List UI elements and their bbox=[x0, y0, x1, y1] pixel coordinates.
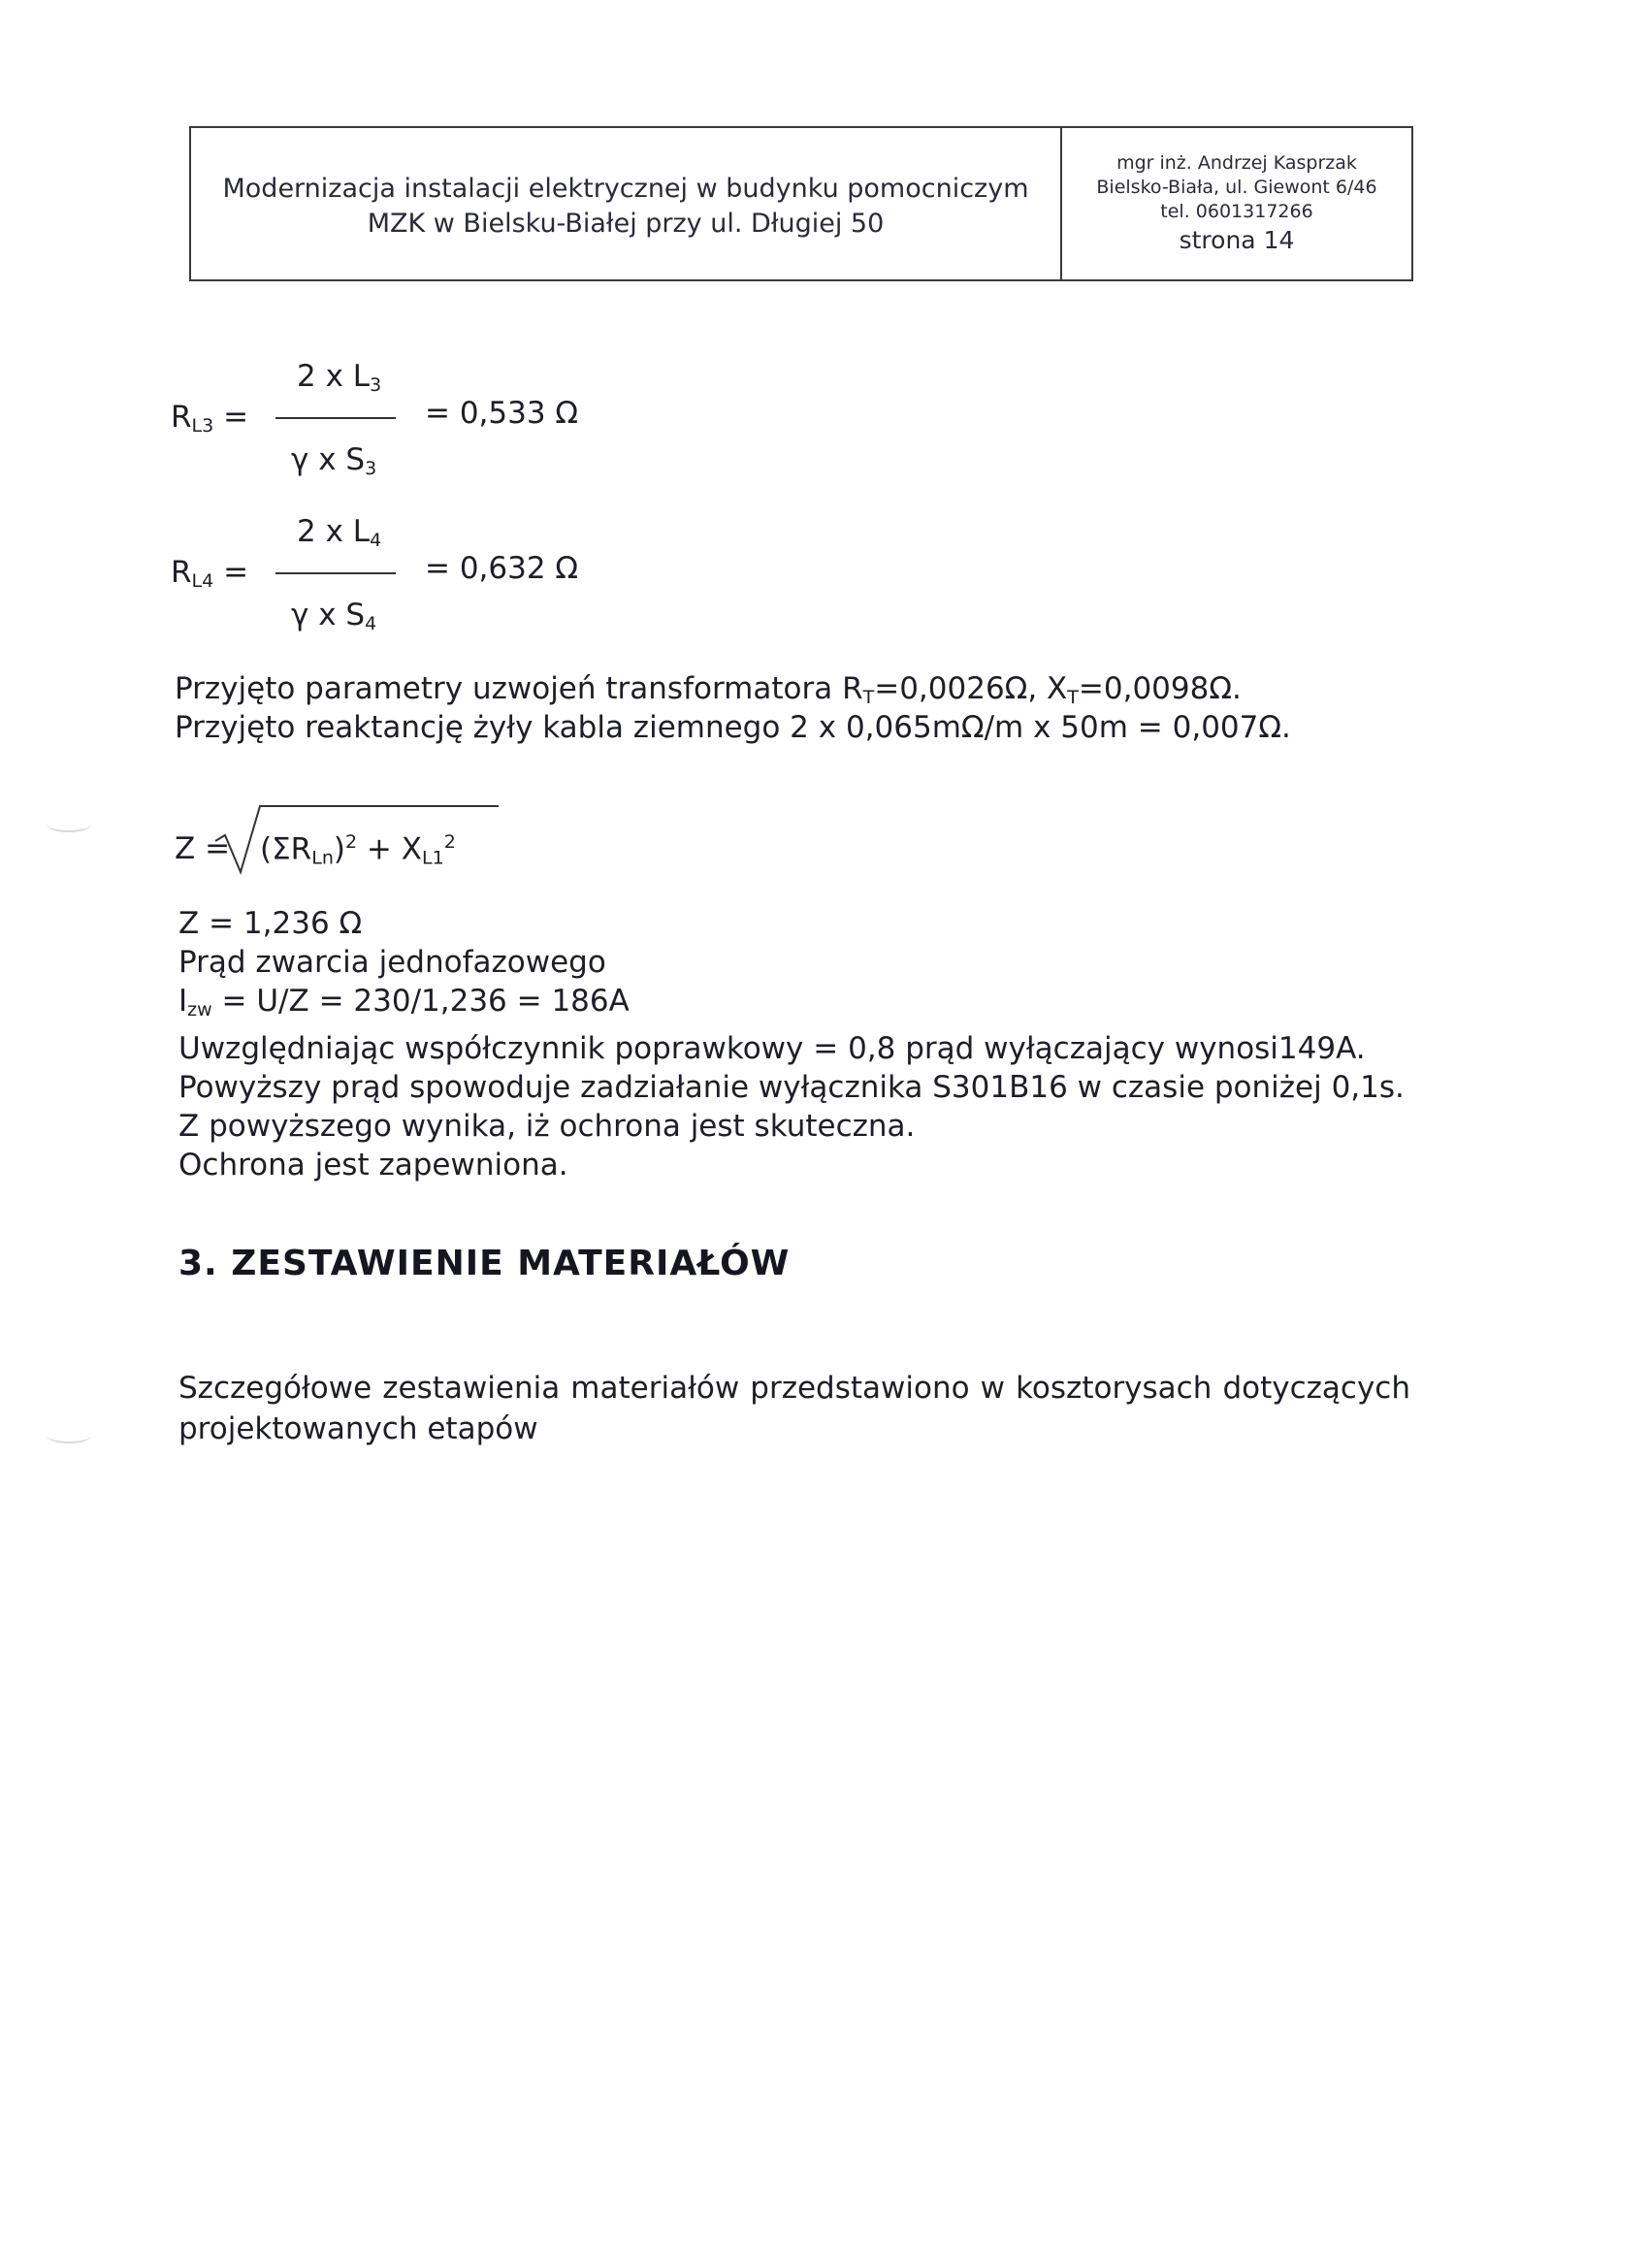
rl3-lhs: $R_{L3}$ = bbox=[171, 400, 249, 437]
author-name: mgr inż. Andrzej Kasprzak bbox=[1116, 151, 1357, 174]
impedance-formula bbox=[175, 800, 504, 878]
correction-factor-line: Uwzględniając współczynnik poprawkowy = 0,8 prąd wyłączający wynosi149A. bbox=[178, 1031, 1366, 1066]
results-block bbox=[178, 904, 1405, 1184]
scan-punch-mark bbox=[47, 817, 91, 832]
author-phone: tel. 0601317266 bbox=[1160, 200, 1313, 222]
rl4-lhs: $R_{L4}$ = bbox=[171, 555, 249, 592]
impedance-value: Z = 1,236 Ω bbox=[178, 906, 363, 941]
short-circuit-current: $I_{zw} = U/Z = 230/1,236 = 186A$ bbox=[178, 984, 630, 1021]
project-title-cell bbox=[191, 128, 1062, 279]
assumption-cable: Przyjęto reaktancję żyły kabla ziemnego 2 x 0,065mΩ/m x 50m = 0,007Ω. bbox=[175, 710, 1291, 745]
rl3-numerator: 2 x $L_3$ bbox=[297, 359, 382, 396]
breaker-line: Powyższy prąd spowoduje zadziałanie wyłącznika S301B16 w czasie poniżej 0,1s. bbox=[178, 1070, 1405, 1105]
rl4-denominator: γ x $S_4$ bbox=[291, 598, 377, 634]
impedance-lhs: Z = bbox=[175, 831, 231, 866]
page-number: strona 14 bbox=[1179, 225, 1295, 254]
rl4-numerator: 2 x $L_4$ bbox=[297, 514, 382, 551]
document-header bbox=[189, 126, 1413, 281]
author-address: Bielsko-Biała, ul. Giewont 6/46 bbox=[1096, 176, 1377, 198]
protection-line: Ochrona jest zapewniona. bbox=[178, 1148, 568, 1183]
author-cell bbox=[1062, 128, 1411, 279]
rl3-fraction-bar bbox=[275, 417, 396, 419]
section-body-text: Szczegółowe zestawienia materiałów przedstawiono w kosztorysach dotyczących projektowanych etapów bbox=[178, 1371, 1410, 1446]
rl3-denominator: γ x $S_3$ bbox=[291, 442, 377, 479]
project-title-line2: MZK w Bielsku-Białej przy ul. Długiej 50 bbox=[367, 209, 885, 239]
short-circuit-title: Prąd zwarcia jednofazowego bbox=[178, 945, 606, 980]
rl3-result: = 0,533 Ω bbox=[425, 396, 579, 431]
section-heading: 3. ZESTAWIENIE MATERIAŁÓW bbox=[178, 1244, 791, 1283]
project-title-line1: Modernizacja instalacji elektrycznej w budynku pomocniczym bbox=[222, 174, 1029, 204]
rl4-fraction-bar bbox=[275, 572, 396, 574]
assumption-transformer: Przyjęto parametry uzwojeń transformatora $R_T=0,0026\Omega$, $X_T=0,0098\Omega$. bbox=[175, 671, 1242, 708]
conclusion-line: Z powyższego wynika, iż ochrona jest skuteczna. bbox=[178, 1109, 916, 1144]
impedance-radicand: $(\Sigma R_{Ln})^2 + X_{L1}^2$ bbox=[260, 831, 456, 869]
rl4-result: = 0,632 Ω bbox=[425, 551, 579, 586]
scan-punch-mark bbox=[47, 1428, 91, 1443]
